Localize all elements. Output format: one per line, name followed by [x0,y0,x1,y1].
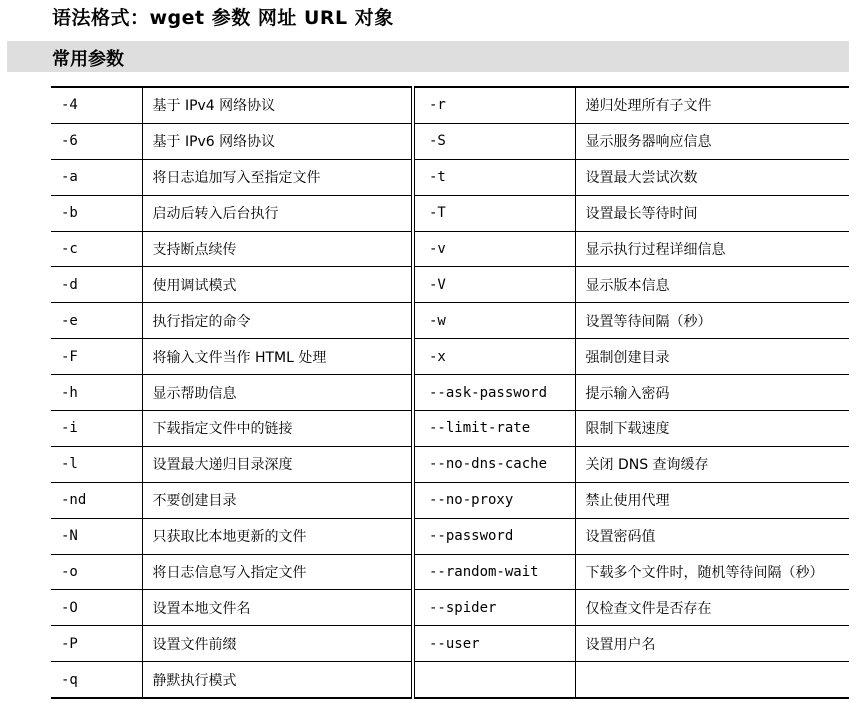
option-name: -P [51,626,142,662]
option-description: 显示版本信息 [575,267,849,303]
option-description: 基于 IPv6 网络协议 [142,123,413,159]
option-description: 支持断点续传 [142,231,413,267]
option-description: 设置用户名 [575,626,849,662]
option-description: 仅检查文件是否存在 [575,590,849,626]
table-row [51,87,849,123]
table-row [51,626,849,662]
table-row [51,590,849,626]
option-description: 显示帮助信息 [142,375,413,411]
option-description: 设置最长等待时间 [575,195,849,231]
table-row [51,411,849,447]
option-name: -a [51,159,142,195]
option-name: -q [51,662,142,698]
params-table [51,86,849,699]
option-description: 执行指定的命令 [142,303,413,339]
option-description: 下载指定文件中的链接 [142,411,413,447]
option-description: 禁止使用代理 [575,482,849,518]
option-name: --user [413,626,575,662]
option-name: --password [413,518,575,554]
table-row [51,231,849,267]
section-header-bar [7,41,849,72]
option-name: -d [51,267,142,303]
option-description: 设置本地文件名 [142,590,413,626]
option-description: 显示执行过程详细信息 [575,231,849,267]
table-row [51,123,849,159]
option-name: -x [413,339,575,375]
option-name: -b [51,195,142,231]
option-name: --ask-password [413,375,575,411]
option-description: 限制下载速度 [575,411,849,447]
option-description: 使用调试模式 [142,267,413,303]
table-row [51,482,849,518]
page-title: 语法格式：wget 参数 网址 URL 对象 [52,7,394,29]
option-description: 设置等待间隔（秒） [575,303,849,339]
table-row [51,195,849,231]
option-description: 递归处理所有子文件 [575,87,849,123]
option-description: 强制创建目录 [575,339,849,375]
option-name: -N [51,518,142,554]
option-name: -e [51,303,142,339]
option-name: -t [413,159,575,195]
table-row [51,446,849,482]
option-name: --no-dns-cache [413,446,575,482]
option-name: -w [413,303,575,339]
option-name: -F [51,339,142,375]
option-description: 设置文件前缀 [142,626,413,662]
option-name: -T [413,195,575,231]
option-description: 基于 IPv4 网络协议 [142,87,413,123]
option-description: 关闭 DNS 查询缓存 [575,446,849,482]
option-name: -o [51,554,142,590]
option-name: --spider [413,590,575,626]
option-description: 将输入文件当作 HTML 处理 [142,339,413,375]
option-description: 将日志追加写入至指定文件 [142,159,413,195]
table-row [51,375,849,411]
option-name: -h [51,375,142,411]
option-description: 启动后转入后台执行 [142,195,413,231]
table-row [51,303,849,339]
table-row [51,554,849,590]
table-row [51,159,849,195]
option-name: --no-proxy [413,482,575,518]
option-description [575,662,849,698]
option-description: 提示输入密码 [575,375,849,411]
option-name: --limit-rate [413,411,575,447]
option-description: 显示服务器响应信息 [575,123,849,159]
option-name: -i [51,411,142,447]
option-name: -S [413,123,575,159]
option-description: 设置密码值 [575,518,849,554]
option-name: -l [51,446,142,482]
option-description: 将日志信息写入指定文件 [142,554,413,590]
option-description: 设置最大尝试次数 [575,159,849,195]
option-name: -O [51,590,142,626]
option-description: 只获取比本地更新的文件 [142,518,413,554]
table-row [51,518,849,554]
table-row [51,339,849,375]
option-name: -c [51,231,142,267]
option-description: 不要创建目录 [142,482,413,518]
option-name: -v [413,231,575,267]
option-name: -nd [51,482,142,518]
option-name [413,662,575,698]
option-description: 静默执行模式 [142,662,413,698]
option-name: --random-wait [413,554,575,590]
table-row [51,662,849,698]
option-description: 设置最大递归目录深度 [142,446,413,482]
option-name: -r [413,87,575,123]
option-description: 下载多个文件时，随机等待间隔（秒） [575,554,849,590]
table-row [51,267,849,303]
option-name: -V [413,267,575,303]
section-title: 常用参数 [52,49,124,70]
option-name: -4 [51,87,142,123]
option-name: -6 [51,123,142,159]
